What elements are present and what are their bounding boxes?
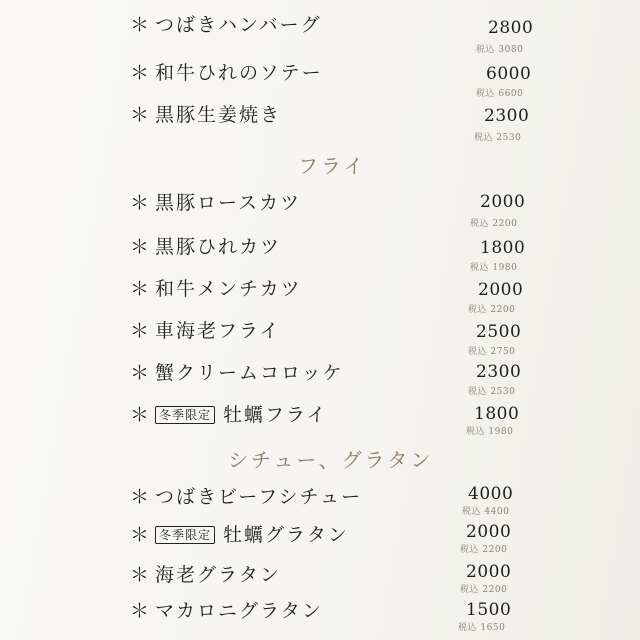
item-price: 2000 — [466, 522, 512, 542]
item-price: 2000 — [478, 280, 524, 300]
winter-limited-badge: 冬季限定 — [155, 406, 215, 424]
item-tax: 税込 1980 — [466, 427, 514, 437]
section-title-stew-gratin: シチュー、グラタン — [228, 448, 434, 472]
asterisk-icon: ＊ — [130, 278, 152, 300]
asterisk-icon: ＊ — [130, 104, 152, 126]
item-tax: 税込 2200 — [468, 305, 516, 315]
asterisk-icon: ＊ — [130, 524, 152, 546]
item-name: 牡蠣フライ — [223, 404, 328, 426]
item-price: 6000 — [486, 64, 532, 84]
item-tax: 税込 3080 — [476, 45, 524, 55]
item-tax: 税込 1650 — [458, 623, 506, 633]
item-price: 1800 — [474, 404, 520, 424]
item-tax: 税込 2200 — [460, 545, 508, 555]
asterisk-icon: ＊ — [130, 362, 152, 384]
item-tax: 税込 1980 — [470, 263, 518, 273]
item-name: 和牛ひれのソテー — [155, 62, 323, 84]
item-name: つばきビーフシチュー — [155, 486, 362, 508]
asterisk-icon: ＊ — [130, 62, 152, 84]
item-tax: 税込 2200 — [460, 585, 508, 595]
item-name: 車海老フライ — [155, 320, 281, 342]
asterisk-icon: ＊ — [130, 14, 152, 36]
asterisk-icon: ＊ — [130, 564, 152, 586]
asterisk-icon: ＊ — [130, 320, 152, 342]
item-price: 2000 — [466, 562, 512, 582]
item-tax: 税込 2750 — [468, 347, 516, 357]
item-name: 黒豚ひれカツ — [155, 236, 282, 258]
asterisk-icon: ＊ — [130, 236, 152, 258]
item-tax: 税込 6600 — [476, 89, 524, 99]
asterisk-icon: ＊ — [130, 486, 152, 508]
item-name: つばきハンバーグ — [155, 14, 322, 36]
item-name: 和牛メンチカツ — [155, 278, 302, 300]
item-name: 蟹クリームコロッケ — [155, 362, 344, 384]
item-price: 2500 — [476, 322, 522, 342]
item-name: 黒豚生姜焼き — [155, 104, 282, 126]
item-name: マカロニグラタン — [155, 600, 323, 622]
item-tax: 税込 2200 — [470, 219, 518, 229]
asterisk-icon: ＊ — [130, 404, 152, 426]
item-price: 1500 — [466, 600, 512, 620]
item-price: 2000 — [480, 192, 526, 212]
item-tax: 税込 2530 — [474, 133, 522, 143]
item-price: 2300 — [484, 106, 530, 126]
winter-limited-badge: 冬季限定 — [155, 526, 215, 544]
item-name: 牡蠣グラタン — [223, 524, 349, 546]
item-price: 2800 — [488, 18, 534, 38]
item-tax: 税込 4400 — [462, 507, 510, 517]
item-price: 4000 — [468, 484, 514, 504]
asterisk-icon: ＊ — [130, 192, 152, 214]
item-price: 1800 — [480, 238, 526, 258]
asterisk-icon: ＊ — [130, 600, 152, 622]
item-name: 黒豚ロースカツ — [155, 192, 302, 214]
item-price: 2300 — [476, 362, 522, 382]
section-title-fry: フライ — [298, 154, 367, 178]
item-tax: 税込 2530 — [468, 387, 516, 397]
item-name: 海老グラタン — [155, 564, 281, 586]
